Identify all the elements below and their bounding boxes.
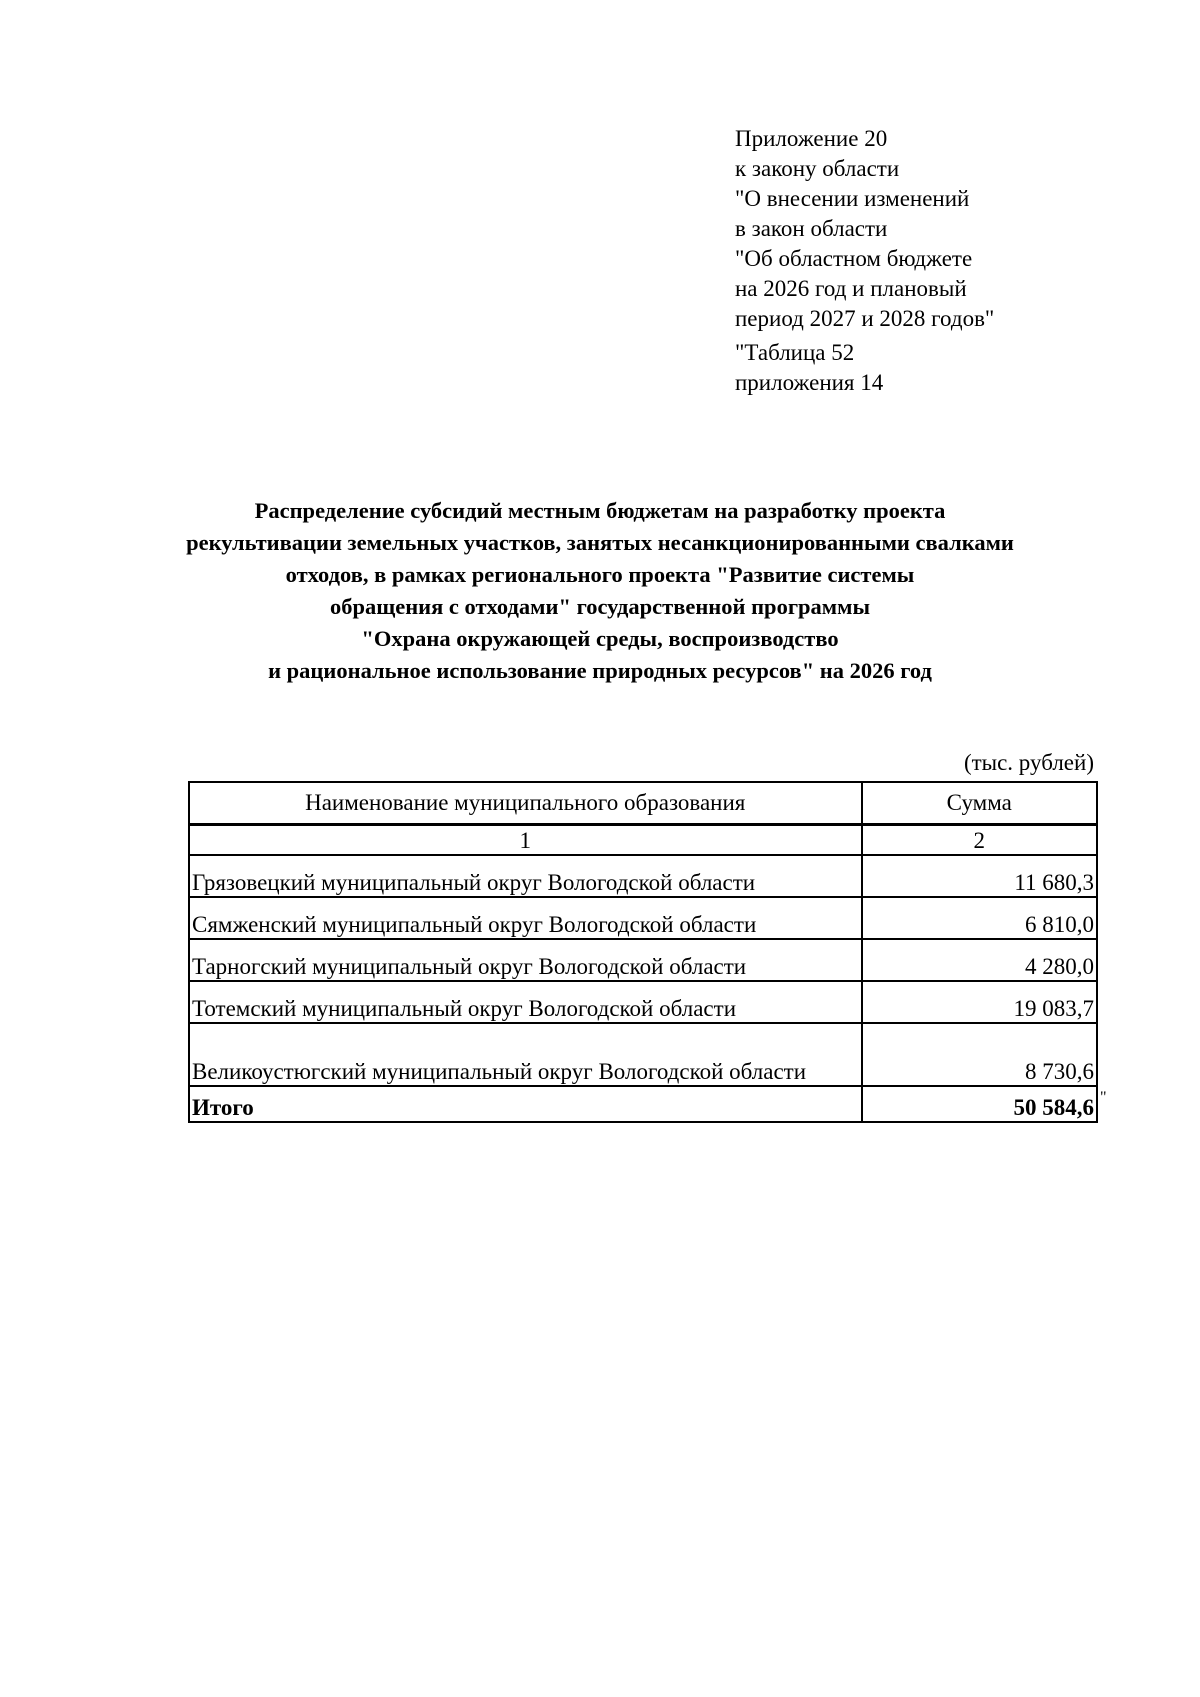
document-title <box>130 495 1070 687</box>
title-line: Распределение субсидий местным бюджетам на разработку проекта <box>254 498 946 523</box>
table-header-row <box>189 782 1097 825</box>
annex-line: "Об областном бюджете <box>735 246 973 271</box>
title-line: "Охрана окружающей среды, воспроизводство <box>361 626 839 651</box>
annex-header <box>735 124 994 398</box>
municipality-name-cell: Грязовецкий муниципальный округ Вологодской области <box>189 855 862 897</box>
table-row <box>189 981 1097 1023</box>
column-number-cell: 1 <box>189 825 862 856</box>
table-row <box>189 897 1097 939</box>
closing-quote-mark: " <box>1100 1089 1107 1106</box>
sum-cell: 8 730,6 <box>862 1023 1098 1086</box>
table-column-number-row <box>189 825 1097 856</box>
annex-line: приложения 14 <box>735 370 884 395</box>
total-sum-cell: 50 584,6 <box>862 1086 1098 1122</box>
municipality-name-cell: Тотемский муниципальный округ Вологодской области <box>189 981 862 1023</box>
title-line: рекультивации земельных участков, занятых несанкционированными свалками <box>186 530 1014 555</box>
table-row <box>189 939 1097 981</box>
municipality-name-cell: Тарногский муниципальный округ Вологодской области <box>189 939 862 981</box>
sum-cell: 4 280,0 <box>862 939 1098 981</box>
annex-line: Приложение 20 <box>735 126 888 151</box>
sum-cell: 6 810,0 <box>862 897 1098 939</box>
title-line: и рациональное использование природных ресурсов" на 2026 год <box>268 658 932 683</box>
annex-line: на 2026 год и плановый <box>735 276 967 301</box>
header-sum-cell: Сумма <box>862 782 1098 825</box>
table-row <box>189 1023 1097 1086</box>
total-label-cell: Итого <box>189 1086 862 1122</box>
annex-line: к закону области <box>735 156 900 181</box>
municipality-name-cell: Великоустюгский муниципальный округ Вологодской области <box>189 1023 862 1086</box>
annex-line: "О внесении изменений <box>735 186 970 211</box>
annex-line: в закон области <box>735 216 888 241</box>
annex-line: период 2027 и 2028 годов" <box>735 306 995 331</box>
title-line: обращения с отходами" государственной программы <box>329 594 871 619</box>
sum-cell: 11 680,3 <box>862 855 1098 897</box>
subsidy-table <box>188 781 1098 1123</box>
table-row <box>189 855 1097 897</box>
annex-line: "Таблица 52 <box>735 340 855 365</box>
table-total-row <box>189 1086 1097 1122</box>
sum-cell: 19 083,7 <box>862 981 1098 1023</box>
title-line: отходов, в рамках регионального проекта "Развитие системы <box>285 562 915 587</box>
column-number-cell: 2 <box>862 825 1098 856</box>
municipality-name-cell: Сямженский муниципальный округ Вологодской области <box>189 897 862 939</box>
units-label: (тыс. рублей) <box>963 750 1094 775</box>
header-name-cell: Наименование муниципального образования <box>189 782 862 825</box>
